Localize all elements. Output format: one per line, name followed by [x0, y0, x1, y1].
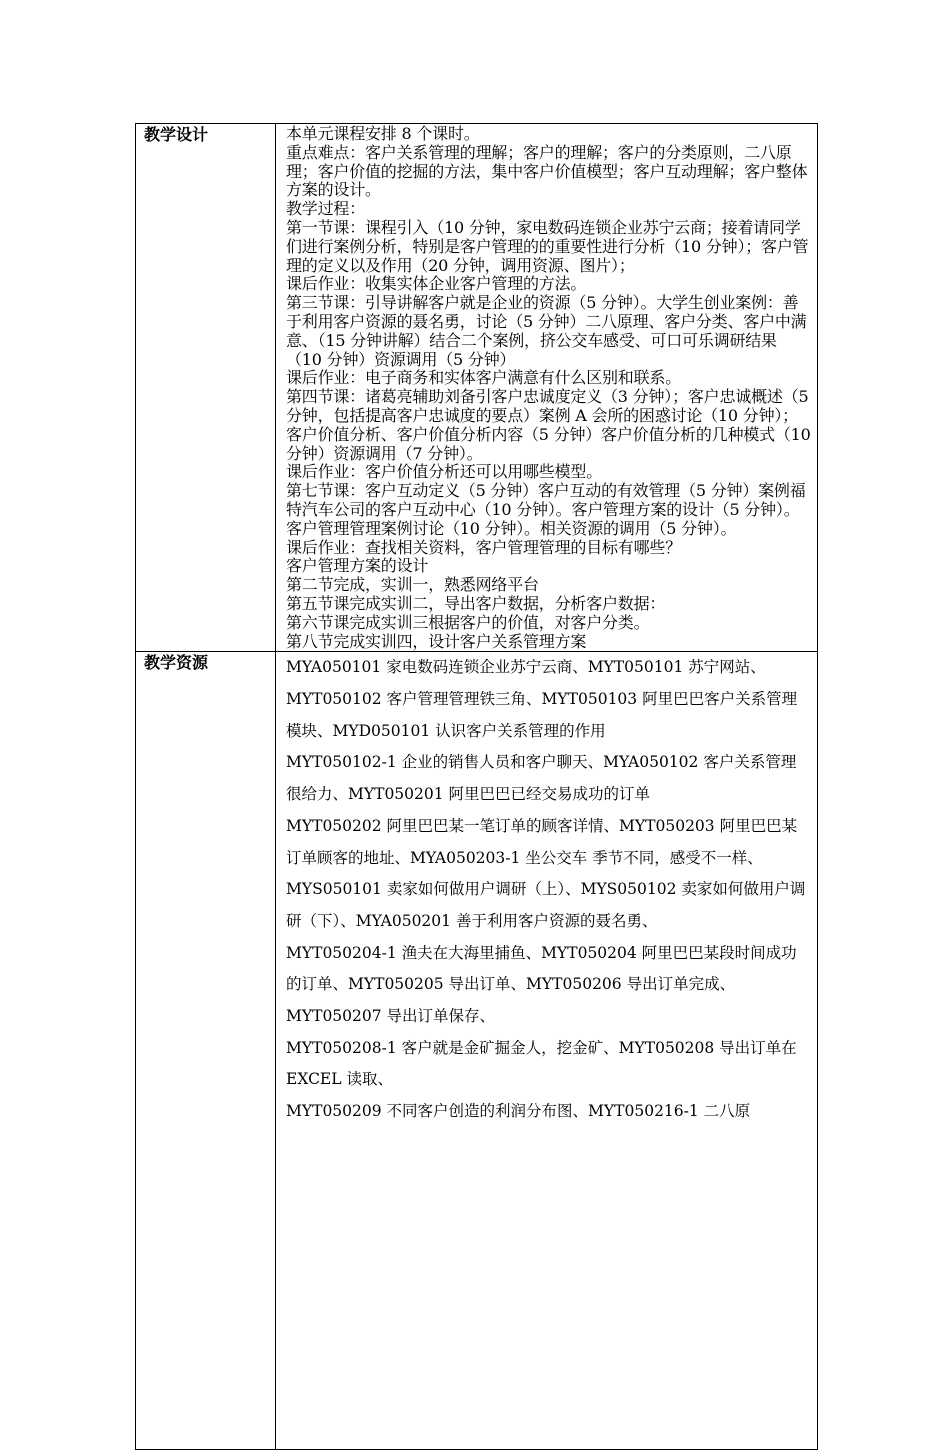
teaching-resources-cell [276, 652, 818, 1450]
design-line: 第六节课完成实训三根据客户的价值，对客户分类。 [286, 612, 650, 632]
design-line: 第四节课：诸葛亮辅助刘备引客户忠诚度定义（3 分钟）；客户忠诚概述（5 分钟，包括提高客户忠诚度的要点）案例 A 会所的困惑讨论（10 分钟）；客户价值分析、客户价值分析内容（5 分钟）客户价值分析的几种模式（10 分钟）资源调用（7 分钟）。 [286, 387, 811, 463]
teaching-resources-row [136, 652, 818, 1450]
design-line: 第三节课：引导讲解客户就是企业的资源（5 分钟）。大学生创业案例：善于利用客户资源的聂名勇，讨论（5 分钟）二八原理、客户分类、客户中满意、（15 分钟讲解）结合二个案例，挤公交车感受、可口可乐调研结果（10 分钟）资源调用（5 分钟） [286, 293, 807, 369]
resource-paragraph: MYT050102-1 企业的销售人员和客户聊天、MYA050102 客户关系管理很给力、MYT050201 阿里巴巴已经交易成功的订单 [286, 753, 797, 804]
design-line: 重点难点：客户关系管理的理解；客户的理解；客户的分类原则，二八原理；客户价值的挖掘的方法，集中客户价值模型；客户互动理解；客户整体方案的设计。 [286, 142, 808, 200]
teaching-design-row [136, 124, 818, 652]
resource-paragraph: MYA050101 家电数码连锁企业苏宁云商、MYT050101 苏宁网站、MYT050102 客户管理管理铁三角、MYT050103 阿里巴巴客户关系管理模块、MYD050101 认识客户关系管理的作用 [286, 658, 798, 740]
design-line: 课后作业：查找相关资料，客户管理管理的目标有哪些？ [286, 537, 682, 557]
course-table [135, 123, 818, 1450]
resource-paragraph: MYT050202 阿里巴巴某一笔订单的顾客详情、MYT050203 阿里巴巴某订单顾客的地址、MYA050203-1 坐公交车 季节不同，感受不一样、MYS050101 卖家如何做用户调研（上）、MYS050102 卖家如何做用户调研（下）、MYA050201 善于利用客户资源的聂名勇、 [286, 816, 806, 930]
design-line: 课后作业：收集实体企业客户管理的方法。 [286, 274, 587, 294]
design-line: 课后作业：电子商务和实体客户满意有什么区别和联系。 [286, 368, 682, 388]
design-line: 第七节课：客户互动定义（5 分钟）客户互动的有效管理（5 分钟）案例福特汽车公司的客户互动中心（10 分钟）。客户管理方案的设计（5 分钟）。客户管理管理案例讨论（10 分钟）。相关资源的调用（5 分钟）。 [286, 481, 806, 538]
design-line: 教学过程： [286, 199, 366, 219]
resource-paragraph: MYT050204-1 渔夫在大海里捕鱼、MYT050204 阿里巴巴某段时间成功的订单、MYT050205 导出订单、MYT050206 导出订单完成、MYT050207 导出订单保存、 [286, 943, 797, 1026]
teaching-resources-label: 教学资源 [136, 652, 276, 1450]
design-line: 第二节完成，实训一，熟悉网络平台 [286, 575, 539, 595]
design-line: 课后作业：客户价值分析还可以用哪些模型。 [286, 462, 603, 482]
teaching-design-label: 教学设计 [136, 124, 276, 652]
teaching-design-content [276, 124, 818, 652]
design-line: 第八节完成实训四，设计客户关系管理方案 [286, 631, 587, 651]
design-line: 第一节课：课程引入（10 分钟，家电数码连锁企业苏宁云商；接着请同学们进行案例分析，特别是客户管理的的重要性进行分析（10 分钟）；客户管理的定义以及作用（20 分钟，调用资源、图片）； [286, 217, 809, 275]
design-line: 第五节课完成实训二，导出客户数据，分析客户数据： [286, 593, 666, 613]
resource-paragraph: MYT050208-1 客户就是金矿掘金人，挖金矿、MYT050208 导出订单在 EXCEL 读取、 [286, 1038, 797, 1089]
design-line: 本单元课程安排 8 个课时。 [286, 124, 480, 143]
design-line: 客户管理方案的设计 [286, 556, 429, 576]
resource-paragraph: MYT050209 不同客户创造的利润分布图、MYT050216-1 二八原 [286, 1102, 751, 1121]
teaching-resources-content [276, 652, 817, 1444]
